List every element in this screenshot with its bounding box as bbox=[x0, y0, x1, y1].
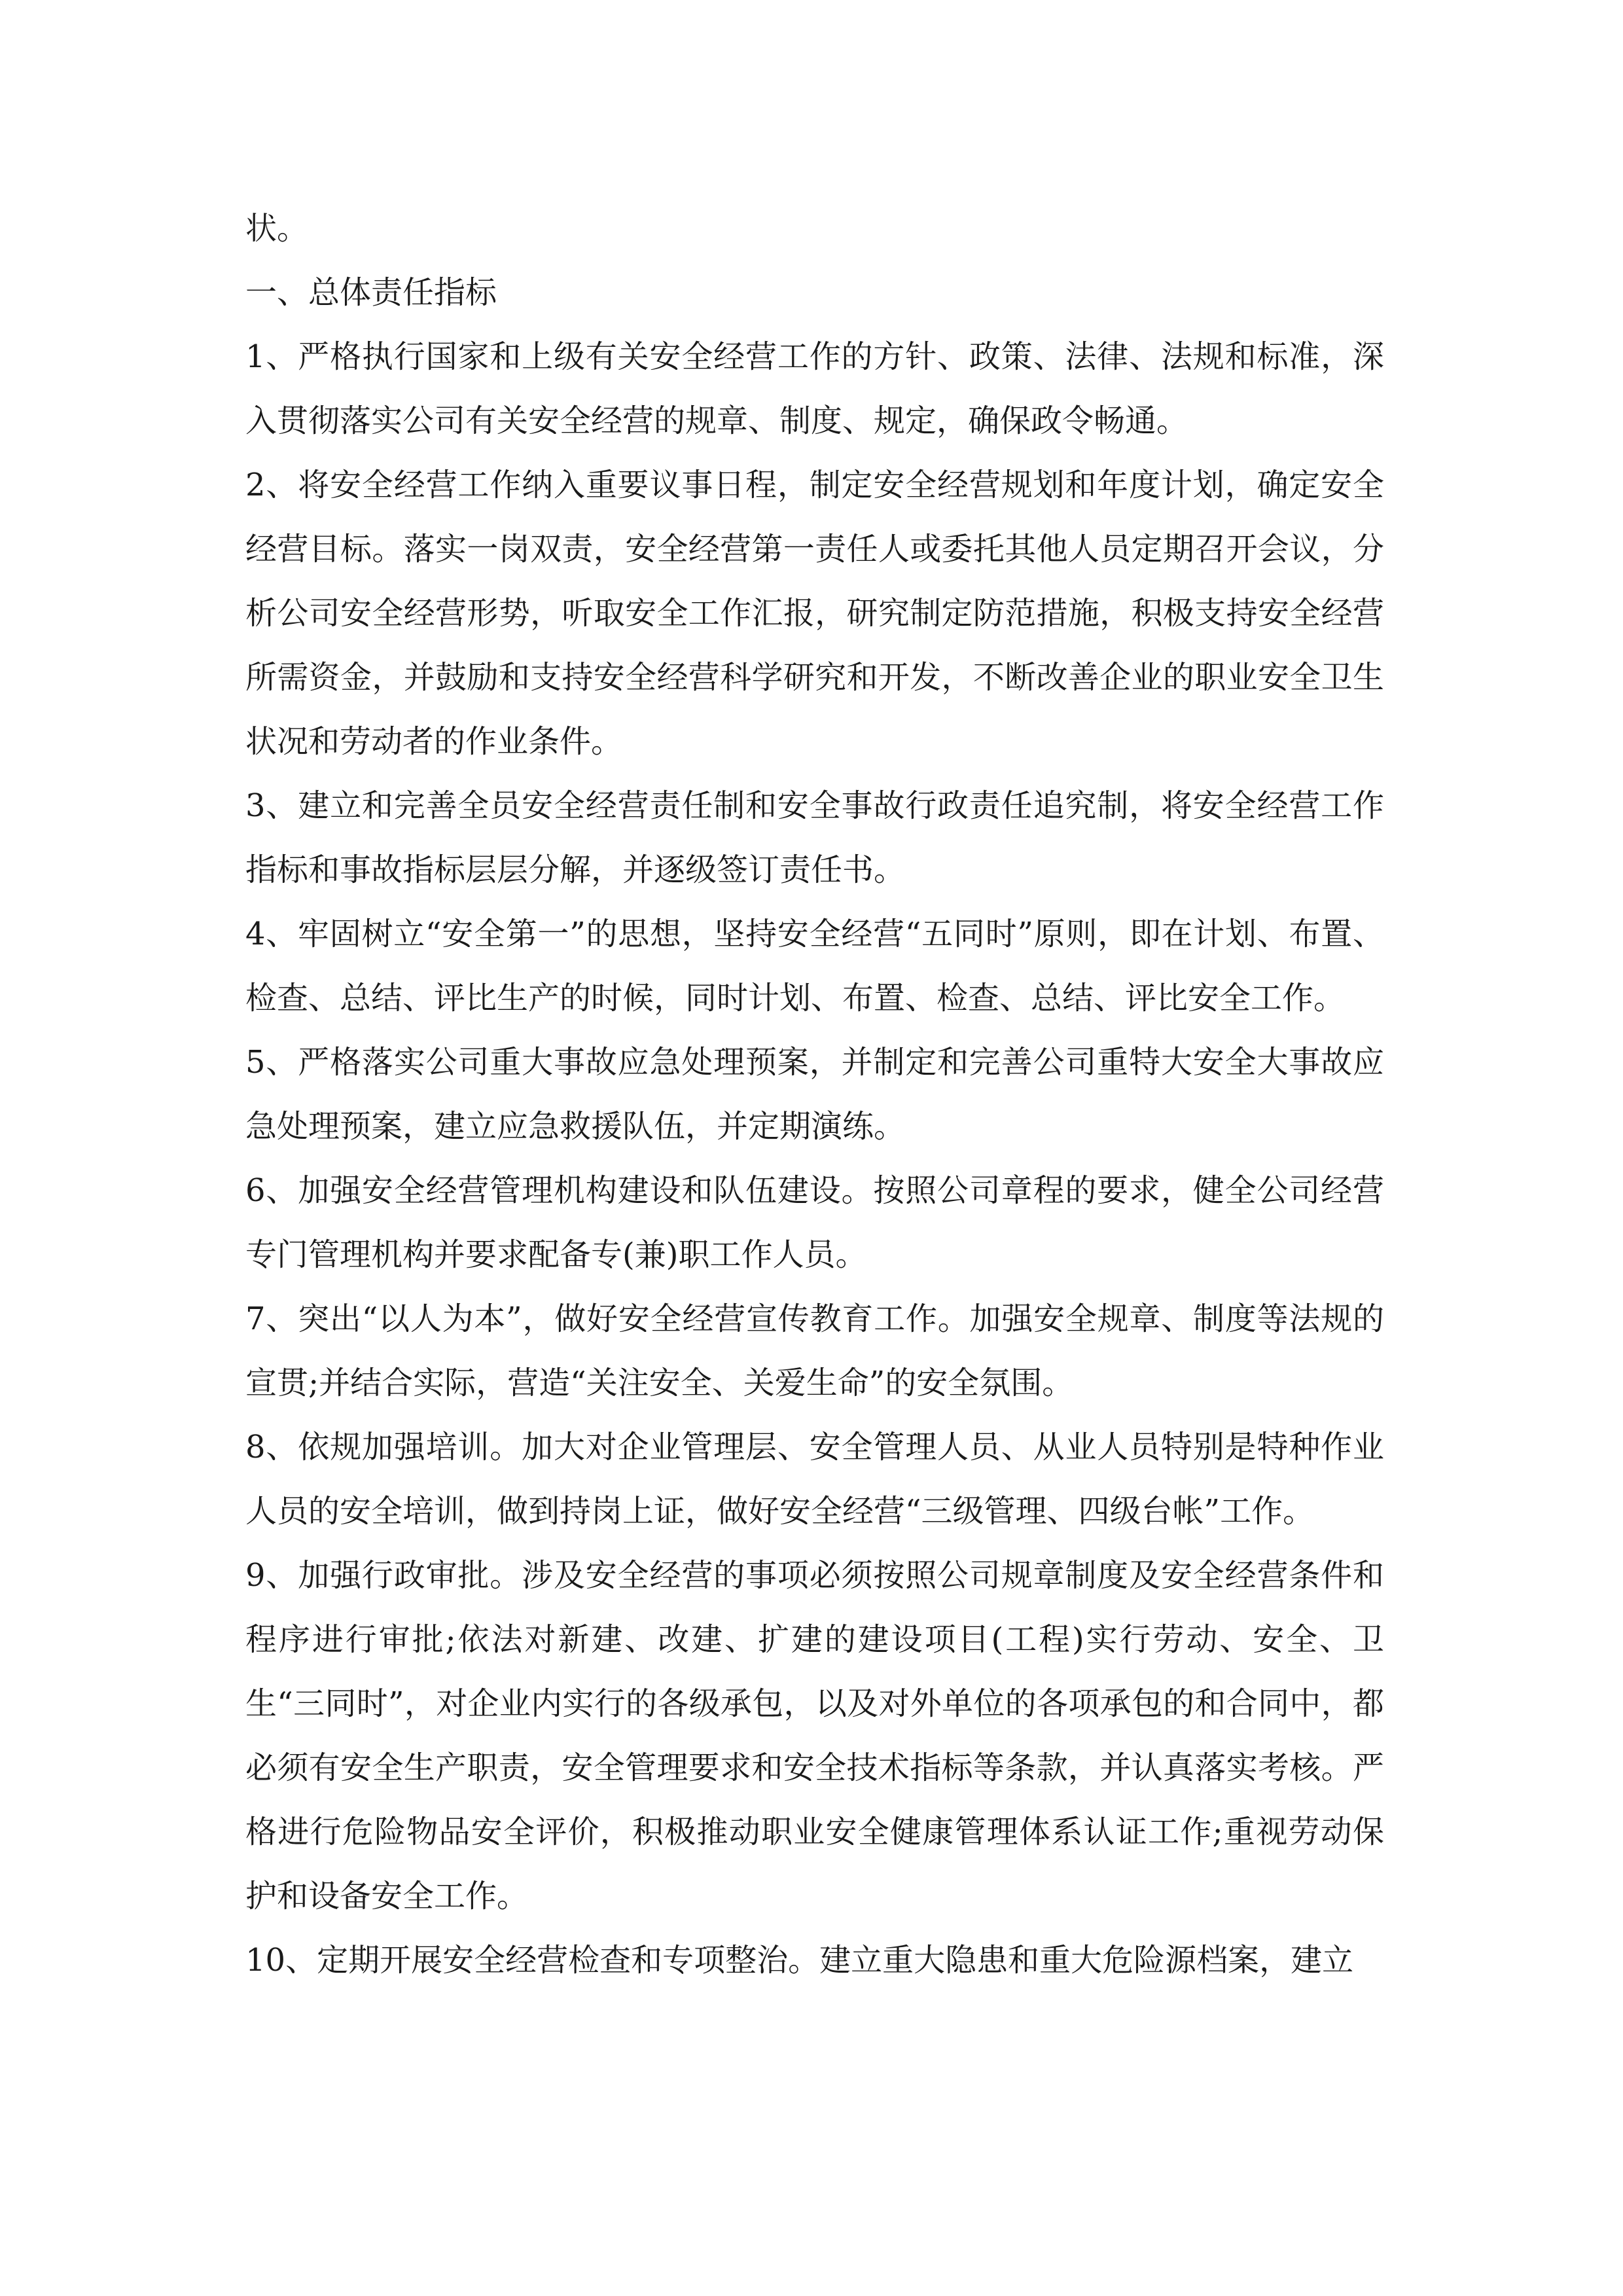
paragraph-item-10: 10、定期开展安全经营检查和专项整治。建立重大隐患和重大危险源档案，建立 bbox=[245, 1942, 1354, 1979]
paragraph-continuation: 状。 bbox=[245, 210, 309, 247]
paragraph-item-4: 4、牢固树立“安全第一”的思想，坚持安全经营“五同时”原则，即在计划、布置、检查、总结、评比生产的时候，同时计划、布置、检查、总结、评比安全工作。 bbox=[245, 916, 1384, 1016]
section-heading: 一、总体责任指标 bbox=[245, 274, 497, 311]
paragraph-item-1: 1、严格执行国家和上级有关安全经营工作的方针、政策、法律、法规和标准，深入贯彻落实公司有关安全经营的规章、制度、规定，确保政令畅通。 bbox=[245, 338, 1384, 439]
paragraph-item-2: 2、将安全经营工作纳入重要议事日程，制定安全经营规划和年度计划，确定安全经营目标。落实一岗双责，安全经营第一责任人或委托其他人员定期召开会议，分析公司安全经营形势，听取安全工作汇报，研究制定防范措施，积极支持安全经营所需资金，并鼓励和支持安全经营科学研究和开发，不断改善企业的职业安全卫生状况和劳动者的作业条件。 bbox=[245, 467, 1384, 760]
paragraph-item-8: 8、依规加强培训。加大对企业管理层、安全管理人员、从业人员特别是特种作业人员的安全培训，做到持岗上证，做好安全经营“三级管理、四级台帐”工作。 bbox=[245, 1429, 1384, 1530]
paragraph-item-7: 7、突出“以人为本”，做好安全经营宣传教育工作。加强安全规章、制度等法规的宣贯;并结合实际，营造“关注安全、关爱生命”的安全氛围。 bbox=[245, 1300, 1384, 1401]
document-body bbox=[245, 196, 1384, 1992]
paragraph-item-3: 3、建立和完善全员安全经营责任制和安全事故行政责任追究制，将安全经营工作指标和事故指标层层分解，并逐级签订责任书。 bbox=[245, 787, 1384, 888]
paragraph-item-9: 9、加强行政审批。涉及安全经营的事项必须按照公司规章制度及安全经营条件和程序进行审批;依法对新建、改建、扩建的建设项目(工程)实行劳动、安全、卫生“三同时”，对企业内实行的各级承包，以及对外单位的各项承包的和合同中，都必须有安全生产职责，安全管理要求和安全技术指标等条款，并认真落实考核。严格进行危险物品安全评价，积极推动职业安全健康管理体系认证工作;重视劳动保护和设备安全工作。 bbox=[245, 1557, 1384, 1914]
paragraph-item-5: 5、严格落实公司重大事故应急处理预案，并制定和完善公司重特大安全大事故应急处理预案，建立应急救援队伍，并定期演练。 bbox=[245, 1044, 1384, 1145]
paragraph-item-6: 6、加强安全经营管理机构建设和队伍建设。按照公司章程的要求，健全公司经营专门管理机构并要求配备专(兼)职工作人员。 bbox=[245, 1172, 1384, 1273]
